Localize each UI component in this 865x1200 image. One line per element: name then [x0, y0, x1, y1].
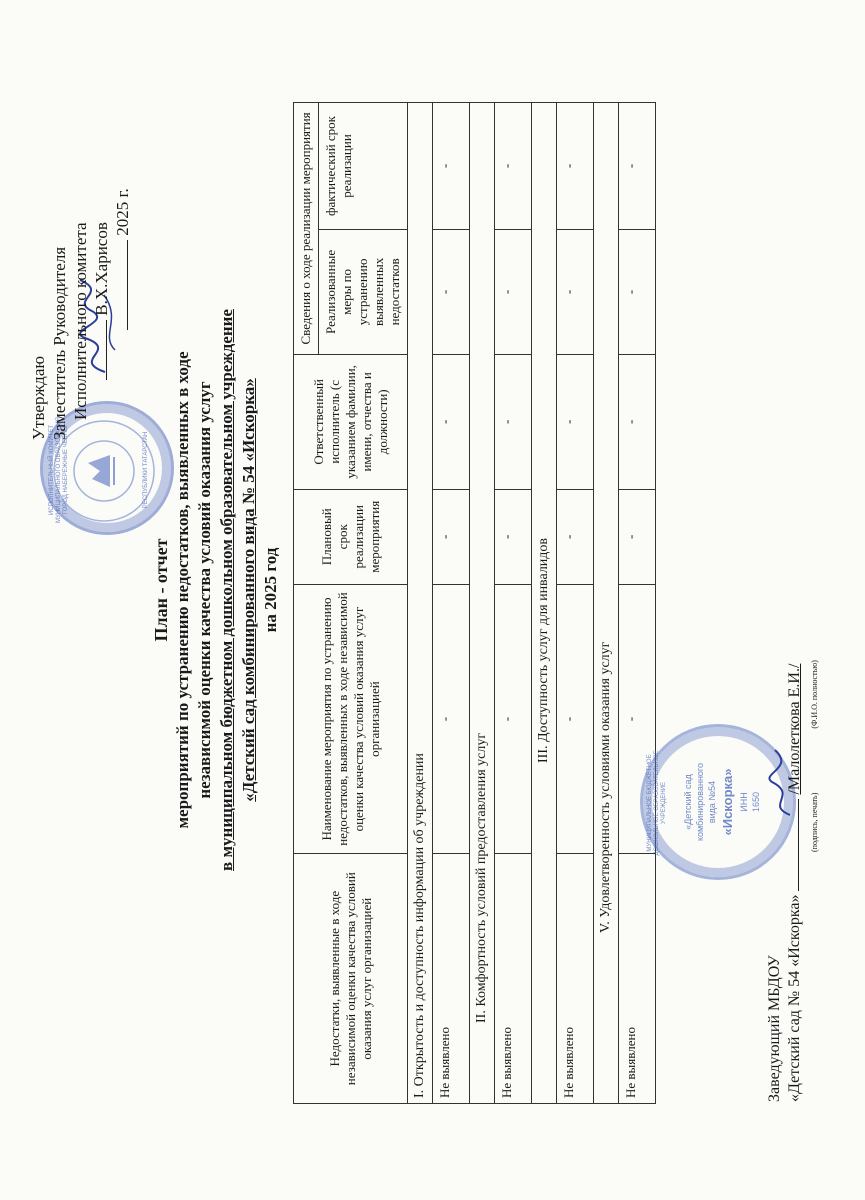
footer-block — [765, 660, 825, 1102]
plan-table — [293, 102, 656, 1104]
row-cell: - — [433, 229, 470, 354]
footer-signature-name: /Малолеткова Е.И./ — [786, 663, 803, 795]
kindergarten-stamp-line-3: вида №54 — [707, 780, 717, 824]
section-title: I. Открытость и доступность информации об учреждении — [408, 103, 433, 1104]
row-cell: - — [619, 489, 656, 584]
approval-position-2: Исполнительного комитета — [71, 222, 90, 420]
title-line-2: мероприятий по устранению недостатков, выявленных в ходе — [173, 351, 192, 829]
header-measure: Наименование мероприятия по устранению недостатков, выявленных в ходе независимой оценки качества условий оказания услуг организацией — [294, 584, 408, 854]
kindergarten-stamp-line-2: комбинированного — [695, 762, 705, 842]
row-cell: - — [557, 229, 594, 354]
kindergarten-stamp-number: 1650 — [751, 791, 761, 813]
section-title: II. Комфортность условий предоставления услуг — [470, 103, 495, 1104]
row-cell: - — [433, 103, 470, 230]
row-cell: - — [495, 354, 532, 489]
approval-date: 2025 г. — [113, 188, 132, 236]
table-row — [495, 103, 532, 1104]
row-cell: - — [495, 489, 532, 584]
approval-word: Утверждаю — [29, 355, 48, 440]
footer-position-2: «Детский сад № 54 «Искорка» — [786, 894, 803, 1102]
row-deficiency: Не выявлено — [557, 854, 594, 1104]
row-cell: - — [619, 584, 656, 854]
approval-position-1: Заместитель Руководителя — [50, 246, 69, 440]
row-deficiency: Не выявлено — [433, 854, 470, 1104]
footer-position-1: Заведующий МБДОУ — [766, 955, 783, 1102]
row-deficiency: Не выявлено — [619, 854, 656, 1104]
row-cell: - — [433, 584, 470, 854]
approval-name: В.Х.Харисов — [92, 222, 111, 316]
header-progress: Сведения о ходе реализации мероприятия — [294, 103, 319, 355]
row-cell: - — [557, 103, 594, 230]
header-actual-term: фактический срок реализации — [319, 103, 408, 230]
row-deficiency: Не выявлено — [495, 854, 532, 1104]
header-implemented-measures: Реализованные меры по устранению выявленных недостатков — [319, 229, 408, 354]
header-responsible: Ответственный исполнитель (с указанием фамилии, имени, отчества и должности) — [294, 354, 408, 489]
document-title — [150, 210, 282, 970]
row-cell: - — [433, 489, 470, 584]
committee-stamp-outer-text: ИСПОЛНИТЕЛЬНЫЙ КОМИТЕТ МУНИЦИПАЛЬНОГО ОБРАЗОВАНИЯ ГОРОД НАБЕРЕЖНЫЕ ЧЕЛНЫ — [49, 417, 69, 523]
table-row — [619, 103, 656, 1104]
kindergarten-stamp-line-4: «Искорка» — [720, 768, 735, 836]
kindergarten-stamp-inn: ИНН — [739, 792, 749, 812]
title-line-6: на 2025 год — [261, 547, 280, 633]
row-cell: - — [619, 229, 656, 354]
row-cell: - — [433, 354, 470, 489]
title-line-3: независимой оценки качества условий оказания услуг — [195, 381, 214, 799]
committee-stamp-inner-text: РЕСПУБЛИКИ ТАТАРСТАН — [143, 431, 149, 509]
table-row — [433, 103, 470, 1104]
row-cell: - — [619, 103, 656, 230]
header-deficiencies: Недостатки, выявленные в ходе независимой оценки качества условий оказания услуг организацией — [294, 854, 408, 1104]
kindergarten-stamp-outer-text: МУНИЦИПАЛЬНОЕ БЮДЖЕТНОЕ ДОШКОЛЬНОЕ ОБРАЗОВАТЕЛЬНОЕ УЧРЕЖДЕНИЕ — [647, 750, 667, 856]
section-title: III. Доступность услуг для инвалидов — [532, 103, 557, 1104]
row-cell: - — [495, 103, 532, 230]
kindergarten-stamp-line-1: «Детский сад — [683, 774, 693, 830]
row-cell: - — [495, 229, 532, 354]
footer-caption-left: (подпись, печать) — [810, 792, 819, 852]
approval-block — [28, 60, 133, 440]
title-line-1: План - отчет — [151, 538, 171, 642]
row-cell: - — [557, 584, 594, 854]
title-line-5: «Детский сад комбинированного вида № 54 «Искорка» — [239, 378, 258, 802]
footer-caption-right: (Ф.И.О. полностью) — [810, 660, 819, 729]
row-cell: - — [619, 354, 656, 489]
header-planned-term: Плановый срок реализации мероприятия — [294, 489, 408, 584]
row-cell: - — [557, 489, 594, 584]
row-cell: - — [495, 584, 532, 854]
title-line-4: в муниципальном бюджетном дошкольном образовательном учреждение — [217, 309, 236, 871]
section-title: V. Удовлетворенность условиями оказания услуг — [594, 103, 619, 1104]
row-cell: - — [557, 354, 594, 489]
table-row — [557, 103, 594, 1104]
